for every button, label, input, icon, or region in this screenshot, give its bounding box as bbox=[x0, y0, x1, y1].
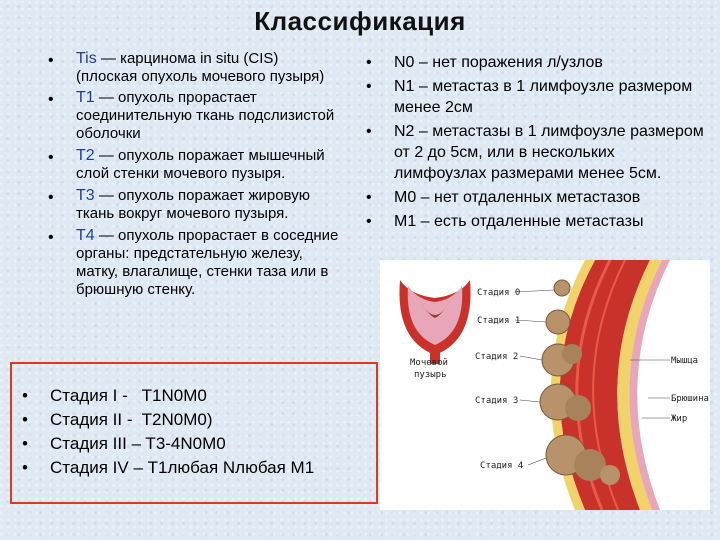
fat-label: Жир bbox=[671, 414, 688, 424]
bullet: • bbox=[48, 52, 54, 69]
nm-text: N2 – метастазы в 1 лимфоузле размером от 2 до 5см, или в нескольких лимфоузлах размерами менее 5см. bbox=[394, 123, 704, 182]
list-item bbox=[48, 89, 348, 143]
stage-list bbox=[18, 384, 314, 480]
staging-illustration bbox=[380, 260, 710, 510]
bullet: • bbox=[22, 434, 28, 453]
bullet: • bbox=[366, 123, 372, 140]
peritoneum-label: Брюшина bbox=[671, 394, 709, 404]
bladder-label-1: Мочевой bbox=[410, 358, 448, 368]
list-item bbox=[18, 384, 314, 408]
t-code: T2 bbox=[76, 147, 95, 164]
list-item bbox=[18, 432, 314, 456]
stage-box bbox=[10, 362, 378, 504]
bladder-label-2: пузырь bbox=[414, 370, 447, 380]
bullet: • bbox=[366, 213, 372, 230]
bullet: • bbox=[48, 91, 54, 108]
t-subtext: (плоская опухоль мочевого пузыря) bbox=[76, 68, 325, 85]
stage-text: Стадия II - T2N0M0) bbox=[50, 410, 213, 429]
list-item bbox=[48, 187, 348, 223]
bladder-illustration bbox=[399, 280, 470, 364]
bladder-cancer-staging-figure bbox=[380, 260, 710, 510]
nm-classification-list bbox=[360, 52, 710, 235]
stage-4-label: Стадия 4 bbox=[480, 461, 524, 471]
list-item bbox=[360, 187, 710, 208]
list-item bbox=[360, 76, 710, 118]
stage-text: Стадия I - T1N0M0 bbox=[50, 386, 207, 405]
stage-text: Стадия IV – Т1любая Nлюбая М1 bbox=[50, 458, 315, 477]
bullet: • bbox=[22, 410, 28, 429]
t-text: — опухоль поражает жировую ткань вокруг мочевого пузыря. bbox=[76, 187, 310, 222]
list-item bbox=[48, 147, 348, 183]
t-classification-list bbox=[48, 50, 348, 301]
list-item bbox=[18, 408, 314, 432]
list-item bbox=[48, 50, 348, 85]
t-text: — опухоль прорастает соединительную ткань подслизистой оболочки bbox=[76, 89, 335, 142]
page-title: Классификация bbox=[254, 6, 466, 36]
tumor-stage-0 bbox=[554, 280, 570, 296]
stage-1-label: Стадия 1 bbox=[477, 316, 521, 326]
t-code: T1 bbox=[76, 89, 95, 106]
bullet: • bbox=[22, 458, 28, 477]
nm-text: N1 – метастаз в 1 лимфоузле размером менее 2см bbox=[394, 78, 693, 116]
nm-text: N0 – нет поражения л/узлов bbox=[394, 54, 603, 71]
t-text: — карцинома in situ (CIS) bbox=[96, 50, 279, 67]
nm-text: M1 – есть отдаленные метастазы bbox=[394, 213, 644, 230]
bullet: • bbox=[366, 78, 372, 95]
t-code: Tis bbox=[76, 50, 97, 67]
bullet: • bbox=[22, 386, 28, 405]
list-item bbox=[360, 121, 710, 184]
t-text: — опухоль прорастает в соседние органы: предстательную железу, матку, влагалище, стенки таза или в брюшную стенку. bbox=[76, 227, 339, 298]
nm-text: M0 – нет отдаленных метастазов bbox=[394, 189, 641, 206]
list-item bbox=[48, 227, 348, 299]
bullet: • bbox=[48, 189, 54, 206]
stage-3-label: Стадия 3 bbox=[475, 396, 519, 406]
muscle-label: Мышца bbox=[671, 356, 699, 366]
t-text: — опухоль поражает мышечный слой стенки мочевого пузыря. bbox=[76, 147, 325, 182]
stage-0-label: Стадия 0 bbox=[477, 288, 521, 298]
t-code: T4 bbox=[76, 227, 95, 244]
t-code: T3 bbox=[76, 187, 95, 204]
tumor-stage-1 bbox=[546, 310, 570, 334]
bullet: • bbox=[48, 229, 54, 246]
list-item bbox=[360, 211, 710, 232]
bullet: • bbox=[48, 149, 54, 166]
bullet: • bbox=[366, 189, 372, 206]
list-item bbox=[18, 456, 314, 480]
bullet: • bbox=[366, 54, 372, 71]
list-item bbox=[360, 52, 710, 73]
stage-text: Стадия III – T3-4N0M0 bbox=[50, 434, 226, 453]
stage-2-label: Стадия 2 bbox=[475, 352, 519, 362]
